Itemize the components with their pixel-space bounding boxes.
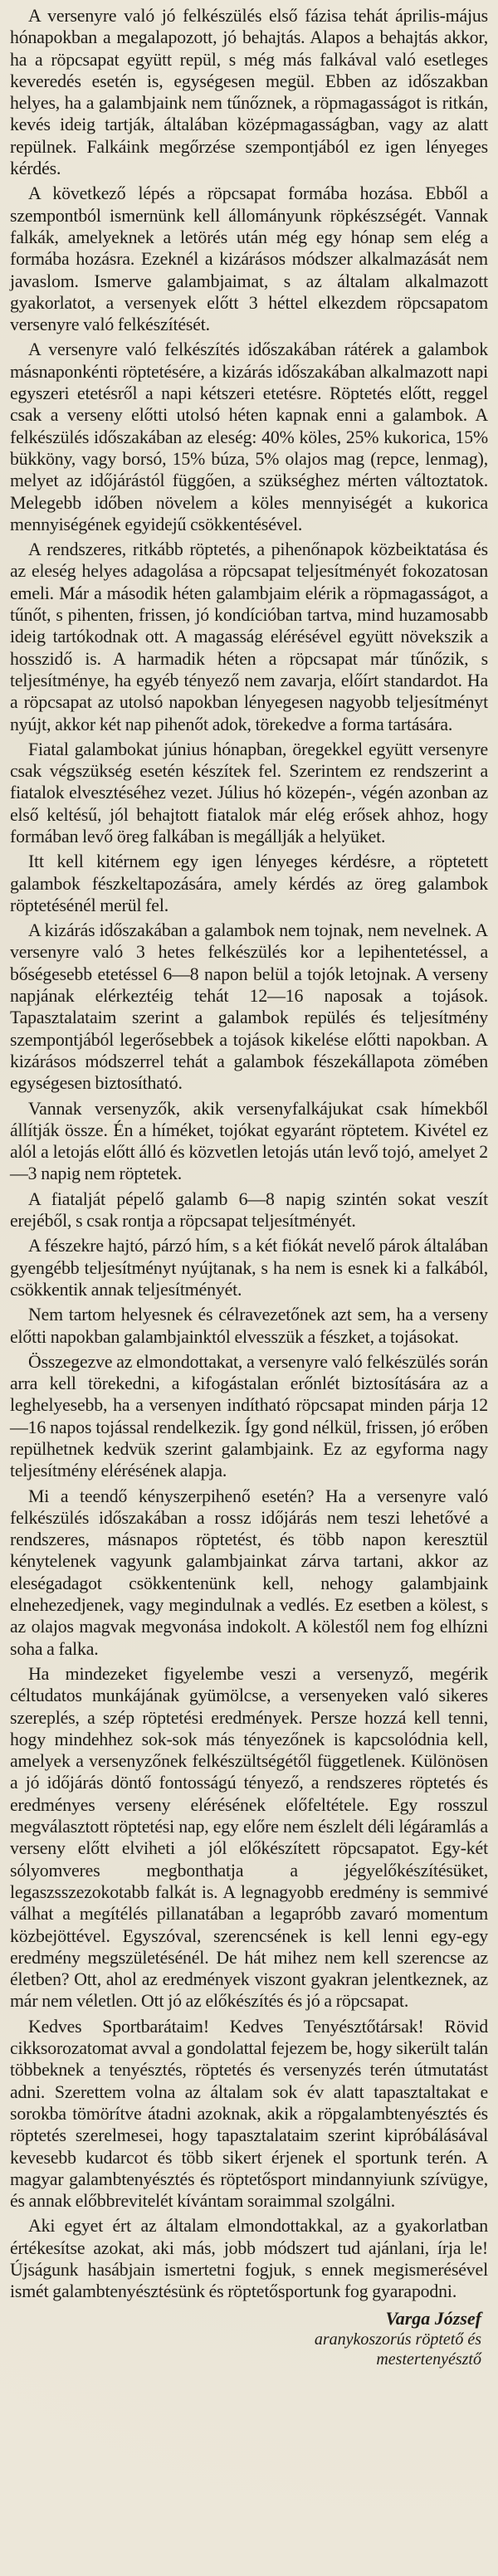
paragraph: Itt kell kitérnem egy igen lényeges kérdésre, a röptetett galambok fészkeltapozására, amely kérdés az öreg galambok röptetésénél merül fel.: [10, 851, 488, 915]
paragraph: Összegezve az elmondottakat, a versenyre való felkészülés során arra kell törekedni, a kifogástalan erőnlét biztosítására az a leghelyesebb, ha a versenyen indítható röpcsapat minden párja 12—16 napos tojással rendelkezik. Így gond nélkül, frissen, jó erőben repülhetnek kedvük szerint galambjaink. Ez az egyforma nagy teljesítmény elérésének alapja.: [10, 1351, 488, 1481]
author-title: aranykoszorús röptető és: [314, 2330, 481, 2349]
paragraph: Ha mindezeket figyelembe veszi a versenyző, megérik céltudatos munkájának gyümölcse, a versenyeken való sikeres szereplés, a szép röptetési eredmények. Persze hozzá kell tenni, hogy mindehhez sok-sok más tényezőnek is kapcsolódnia kell, amelyek a versenyzőnek felkészültségétől függetlenek. Különösen a jó időjárás döntő fontosságú tényező, a rendszeres röptetés és eredményes verseny elérésének előfeltétele. Egy rosszul megválasztott röptetési nap, egy előre nem észlelt déli légáramlás a verseny előtt elviheti a jól előkészített röpcsapatot. Egy-két sólyomveres megbonthatja a jégyelőkészítésüket, legaszsszezokotabb falkát is. A legnagyobb eredmény is semmivé válhat a megítélés pillanatában a legapróbb zavaró momentum közbejöttével. Egyszóval, szerencsének is kell lenni egy-egy eredmény megszületésénél. De hát mihez nem kell szerencse az életben? Ott, ahol az eredmények viszont gyakran jelentkeznek, az már nem véletlen. Ott jó az előkészítés és jó a röpcsapat.: [10, 1663, 488, 2012]
author-title: mestertenyésztő: [376, 2349, 481, 2369]
paragraph: A versenyre való felkészítés időszakában rátérek a galambok másnaponkénti röptetésére, a kizárás időszakában alkalmazott napi egyszeri etetésről a napi kétszeri etetésre. Röptetés előtt, reggel csak a verseny előtti utolsó héten kapnak enni a galambok. A felkészülés időszakában az eleség: 40% köles, 25% kukorica, 15% bükköny, vagy borsó, 15% búza, 5% olajos mag (repce, lenmag), melyet az időjárástól függően, a szükséghez mérten változtatok. Melegebb időben növelem a köles mennyiségét a kukorica mennyiségének egyidejű csökkentésével.: [10, 339, 488, 534]
paragraph: Kedves Sportbarátaim! Kedves Tenyésztőtársak! Rövid cikksorozatomat avval a gondolattal fejezem be, hogy sikerült talán többeknek a tenyésztés, röptetés és versenyzés terén útmutatást adni. Szerettem volna az általam sok év alatt tapasztaltakat e sorokba tömörítve átadni azoknak, akik a röpgalambtenyésztés és röptetés szerelmesei, hogy tapasztalataim szerint kipróbálásával kevesebb kudarcot és több sikert érjenek el sportunk terén. A magyar galambtenyésztés és röptetősport mindannyiunk szívügye, és annak előbbrevitelét kívántam soraimmal szolgálni.: [10, 2016, 488, 2212]
paragraph: A rendszeres, ritkább röptetés, a pihenőnapok közbeiktatása és az eleség helyes adagolása a röpcsapat teljesítményét fokozatosan emeli. Már a második héten galambjaim elérik a röpmagasságot, a tűnőt, s pihenten, frissen, jó kondícióban tartva, mind huzamosabb ideig tartókodnak ott. A magasság elérésével együtt növekszik a hosszidő is. A harmadik héten a röpcsapat már tűnőzik, s teljesítménye, ha egyéb tényező nem zavarja, előírt standardot. Ha a röpcsapat az utolsó napokban lényegesen nagyobb teljesítményt nyújt, akkor két nap pihenőt adok, törekedve a forma tartására.: [10, 539, 488, 734]
paragraph: Aki egyet ért az általam elmondottakkal, az a gyakorlatban értékesítse azokat, aki más, jobb módszert tud ajánlani, írja le! Újságunk hasábjain ismertetni fogjuk, s ennek megismerésével ismét galambtenyésztésünk és röptetősportunk fog gyarapodni.: [10, 2216, 488, 2302]
author-name: Varga József: [385, 2307, 481, 2329]
author-signature: [10, 2308, 488, 2369]
paragraph: A versenyre való jó felkészülés első fázisa tehát április-május hónapokban a megalapozott, jó behajtás. Alapos a behajtás akkor, ha a röpcsapat együtt repül, s még más falkával való esetleges keveredés esetén is, egységesen megül. Ebben az időszakban helyes, ha a galambjaink nem tűnőznek, a röpmagasságot is ritkán, kevés ideig tartják, általában középmagasságban, vagy az alatt repülnek. Falkáink megőrzése szempontjából ez igen lényeges kérdés.: [10, 6, 488, 179]
paragraph: A következő lépés a röpcsapat formába hozása. Ebből a szempontból ismernünk kell állományunk röpkészségét. Vannak falkák, amelyeknek a letörés után még egy hónap sem elég a formába hozásra. Ezeknél a kizárásos módszer alkalmazását nem javaslom. Ismerve galambjaimat, s az általam alkalmazott gyakorlatot, a versenyek előtt 3 héttel elkezdem röpcsapatom versenyre való felkészítését.: [10, 183, 488, 335]
paragraph: Nem tartom helyesnek és célravezetőnek azt sem, ha a verseny előtti napokban galambjainktól elvesszük a fészket, a tojásokat.: [10, 1305, 488, 1347]
paragraph: Fiatal galambokat június hónapban, öregekkel együtt versenyre csak végszükség esetén készítek fel. Szerintem ez rendszerint a fiatalok elvesztéséhez vezet. Július hó közepén-, végén azonban az első keltésű, jól behajtott fiatalok már elég erősek ahhoz, hogy formában levő öreg falkában is megállják a helyüket.: [10, 739, 488, 846]
paragraph: A fiatalját pépelő galamb 6—8 napig szintén sokat veszít erejéből, s csak rontja a röpcsapat teljesítményét.: [10, 1188, 488, 1232]
article-body: [10, 5, 488, 2303]
paragraph: Vannak versenyzők, akik versenyfalkájukat csak hímekből állítják össze. Én a híméket, tojókat egyaránt röptetem. Kivétel ez alól a letojás előtt álló és közvetlen letojás után levő tojó, amelyet 2—3 napig nem röptetek.: [10, 1098, 488, 1184]
paragraph: A kizárás időszakában a galambok nem tojnak, nem nevelnek. A versenyre való 3 hetes felkészülés kor a lepihentetéssel, a bőségesebb etetéssel 6—8 napon belül a tojók letojnak. A verseny napjának elérkeztéig tehát 12—16 naposak a tojások. Tapasztalataim szerint a galambok repülés és teljesítmény szempontjából legerősebbek a tojások kikelése előtti napokban. A kizárásos módszerrel tehát a galambok fészekállapota zömében egységesen biztosítható.: [10, 920, 488, 1094]
paragraph: Mi a teendő kényszerpihenő esetén? Ha a versenyre való felkészülés időszakában a rossz időjárás nem teszi lehetővé a rendszeres, másnapos röptetést, és több napon keresztül kénytelenek vagyunk galambjainkat zárva tartani, akkor az eleségadagot csökkentenünk kell, nehogy galambjaink elnehezedjenek, vagy megindulnak a vedlés. Ez esetben a kölest, s az olajos magvak megvonása indokolt. A kölestől nem fog elhízni soha a falka.: [10, 1486, 488, 1659]
paragraph: A fészekre hajtó, párzó hím, s a két fiókát nevelő párok általában gyengébb teljesítményt nyújtanak, s ha nem is esnek ki a falkából, csökkentik annak teljesítményét.: [10, 1236, 488, 1300]
